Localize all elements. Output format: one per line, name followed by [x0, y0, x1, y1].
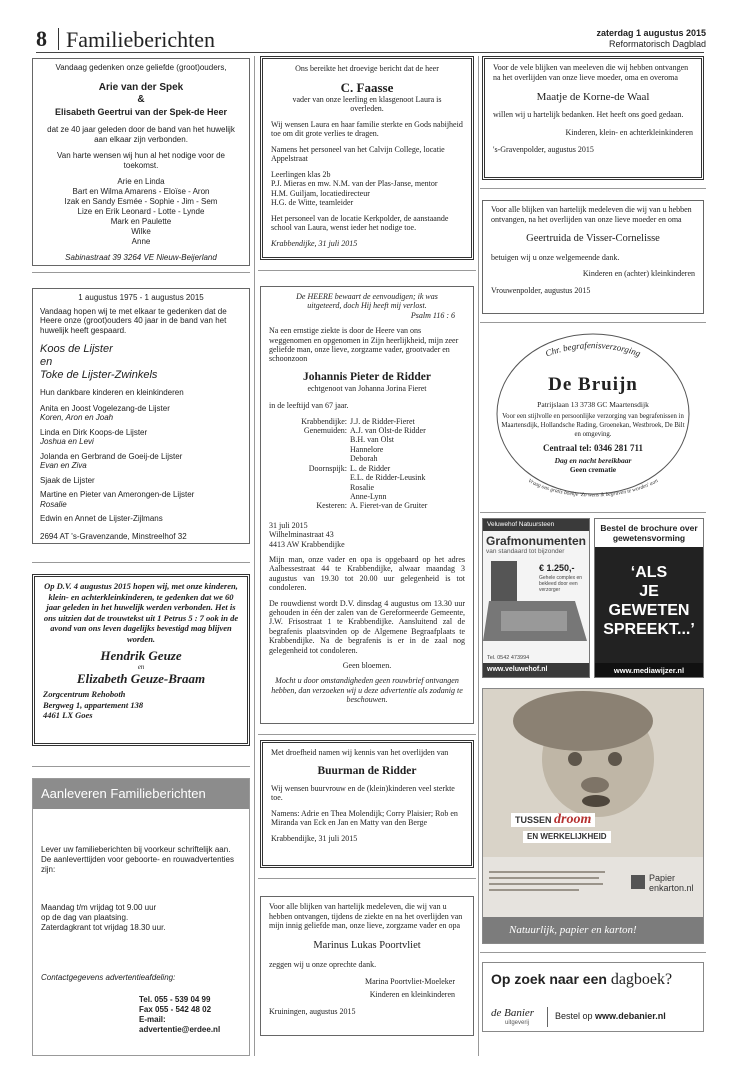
veluwehof-sub: van standaard tot bijzonder: [486, 548, 565, 555]
ad-mediawijzer: [594, 518, 704, 678]
family-line: Izak en Sandy Esmée - Sophie - Jim - Sem: [64, 197, 218, 206]
ad-buurman: [260, 740, 474, 868]
name: Maatje de Korne-de Waal: [536, 91, 650, 103]
papier-sub: EN WERKELIJKHEID: [523, 831, 611, 843]
en: en: [40, 356, 53, 368]
name-2: Toke de Lijster-Zwinkels: [40, 369, 158, 381]
veluwehof-title: Grafmonumenten: [486, 534, 587, 548]
family-names: Jolanda en Gerbrand de Goeij-de Lijster: [40, 451, 183, 461]
spouse: echtgenoot van Johanna Jorina Fieret: [307, 383, 427, 393]
family-names: Anita en Joost Vogelezang-de Lijster: [40, 403, 170, 413]
p1: Voor alle blijken van hartelijk medeleven die wij van u hebben ontvangen, na het overlijden van onze lieve moeder en oma: [491, 205, 692, 224]
banier-order: Bestel op: [555, 1011, 593, 1021]
bruijn-line-2: Geen crematie: [569, 465, 617, 474]
papier-slogan: Natuurlijk, papier en karton!: [483, 917, 704, 943]
addr-line: 4413 AW Krabbendijke: [269, 539, 345, 549]
place: 's-Gravenpolder, augustus 2015: [493, 145, 594, 154]
bruijn-addr: Patrijslaan 13 3738 GC Maartensdijk: [537, 400, 649, 409]
page-number: 8: [36, 26, 47, 51]
family-name: Deborah: [350, 454, 378, 464]
name: C. Faasse: [340, 79, 394, 95]
quote-line: SPREEKT...’: [603, 621, 695, 638]
veluwehof-url: www.veluwehof.nl: [483, 663, 590, 677]
sign-place: Kruiningen, augustus 2015: [269, 1007, 356, 1016]
family-name: A.J. van Olst-de Ridder: [350, 426, 426, 436]
mediawijzer-url: www.mediawijzer.nl: [595, 663, 703, 678]
intro: Met droefheid namen wij kennis van het overlijden van: [271, 748, 449, 757]
family-names: Edwin en Annet de Lijster-Zijlmans: [40, 514, 163, 523]
veluwehof-brand: Veluwehof Natuursteen: [483, 519, 589, 531]
family-name: Hannelore: [350, 444, 384, 454]
name-1: Hendrik Geuze: [100, 648, 182, 663]
verse: De HEERE bewaart de eenvoudigen; ik was uitgeteerd, doch Hij heeft mij verlost.: [296, 292, 438, 311]
family-line: Bart en Wilma Amarens - Eloïse - Aron: [72, 187, 210, 196]
p1: Wij wensen Laura en haar familie sterkte en Gods nabijheid toe om dit grote verlies te dragen.: [271, 119, 463, 138]
p1: Lever uw familieberichten bij voorkeur schriftelijk aan. De aanleverttijden voor geboorte- en rouwadvertenties zijn:: [41, 845, 235, 874]
veluwehof-price: € 1.250,-: [539, 563, 575, 573]
name: Buurman de Ridder: [317, 764, 417, 777]
family-kids: Rosalie: [40, 499, 67, 509]
family-name: B.H. van Olst: [350, 435, 394, 445]
name-1: Koos de Lijster: [40, 343, 113, 355]
p2: Namens: Adrie en Thea Molendijk; Corry Plaisier; Rob en Miranda van Eck en Jan en Matty van den Berge: [271, 808, 458, 827]
contact-label: Contactgegevens advertentieafdeling:: [41, 973, 176, 982]
contact-line: E-mail: advertentie@erdee.nl: [139, 1015, 221, 1034]
sign: Krabbendijke, 31 juli 2015: [271, 238, 358, 248]
intro: Vandaag gedenken onze geliefde (groot)ouders,: [55, 63, 227, 72]
papier-droom: droom: [554, 812, 592, 827]
papier-tussen: TUSSEN: [515, 815, 552, 825]
time-line: Zaterdagkrant tot vrijdag 18.30 uur.: [41, 923, 166, 932]
addr-line: Zorgcentrum Rehoboth: [43, 689, 126, 699]
ad-de-lijster: [32, 288, 250, 544]
p2: Mijn man, onze vader en opa is opgebaard op het adres Aalbessestraat 44 te Krabbendijke, alwaar maandag 3 augustus van 19.30 tot 20.00 uur gelegenheid is tot condoleren.: [269, 554, 465, 593]
family-name: Anne-Lynn: [350, 491, 387, 501]
family-name: L. de Ridder: [350, 463, 391, 473]
time-line: op de dag van plaatsing.: [41, 913, 129, 922]
intro: Vandaag hopen wij te met elkaar te gedenken dat de Heere onze (groot)ouders 40 jaar in de band van het huwelijk heeft gespaard.: [40, 306, 227, 335]
quote-line: GEWETEN: [608, 602, 690, 619]
ad-faasse: [260, 56, 474, 260]
family-line: Anne: [131, 237, 151, 246]
banier-brand: de Banier: [491, 1007, 535, 1019]
aanleveren-title: Aanleveren Familieberichten: [33, 779, 249, 809]
addr-line: Bergweg 1, appartement 138: [43, 699, 144, 710]
address: Sabinastraat 39 3264 VE Nieuw-Beijerland: [65, 253, 217, 262]
p2: Namens het personeel van het Calvijn College, locatie Appelstraat: [271, 144, 445, 163]
ad-de-banier: [482, 962, 704, 1032]
family-line: Arie en Linda: [117, 177, 165, 186]
p2: zeggen wij u onze oprechte dank.: [269, 959, 377, 969]
contact-line: Fax 055 - 542 48 02: [139, 1005, 212, 1014]
dates: 1 augustus 1975 - 1 augustus 2015: [78, 293, 204, 302]
addr-line: Wilhelminastraat 43: [269, 530, 334, 540]
section-title: Familieberichten: [66, 27, 216, 52]
ad-de-ridder: [260, 286, 474, 724]
ad-veluwehof: [482, 518, 590, 678]
addr-line: 31 juli 2015: [269, 520, 308, 530]
ad-de-korne: [482, 56, 704, 180]
bruijn-phone: Centraal tel: 0346 281 711: [543, 443, 643, 453]
p1: Voor de vele blijken van meeleven die wij hebben ontvangen na het overlijden van onze lieve moeder, oma en overoma: [493, 63, 689, 82]
papier-brand-1: Papier: [649, 873, 676, 883]
family-names: Martine en Pieter van Amerongen-de Lijster: [40, 490, 195, 499]
family-kids: Koren, Aron en Joah: [40, 413, 114, 422]
veluwehof-tel: Tel. 0542 473994: [487, 655, 530, 661]
p4: Het personeel van de locatie Kerkpolder, de aanstaande school van Laura, wenst ieder het nodige toe.: [271, 213, 449, 232]
name-1: Arie van der Spek: [98, 82, 184, 93]
papier-logo-icon: [631, 875, 645, 889]
name-2: Elizabeth Geuze-Braam: [76, 671, 206, 686]
family-name: A. Fieret-van de Gruiter: [350, 501, 428, 511]
p3: De rouwdienst wordt D.V. dinsdag 4 augustus om 13.30 uur gehouden in één der zalen van de Gereformeerde Gemeente, J.W. Frisostraat 1 te Krabbendijke. Aansluitend zal de begrafenis plaatsvinden op de Algemene Begraafplaats te Krabbendijke. Na de begrafenis is er in de zaal nog gelegenheid tot condoleren.: [269, 598, 465, 655]
contact-line: Tel. 055 - 539 04 99: [139, 995, 211, 1004]
family-names: Linda en Dirk Koops-de Lijster: [40, 427, 148, 437]
text: Op D.V. 4 augustus 2015 hopen wij, met onze kinderen, klein- en achterkleinkinderen, te gedenken dat we 60 jaar geleden in het huwelijk werden verbonden. Het is ons uitzien dat de trouwtekst uit 1 Petrus 5 : 7 ook in de avond van ons leven dagelijks bevestigd mag blijven worden.: [43, 581, 239, 644]
header-paper: Reformatorisch Dagblad: [608, 39, 706, 49]
verse-ref: Psalm 116 : 6: [410, 310, 455, 320]
quote-line: ‘ALS: [630, 564, 668, 581]
address: 2694 AT 's-Gravenzande, Minstreelhof 32: [40, 531, 187, 541]
p1: Wij wensen buurvrouw en de (klein)kinderen veel sterkte toe.: [271, 783, 455, 802]
papier-fine-print: [489, 869, 609, 897]
p3-line: H.G. de Witte, teamleider: [271, 198, 354, 207]
intro: Ons bereikte het droevige bericht dat de heer: [295, 64, 439, 73]
bruijn-name: De Bruijn: [548, 374, 638, 395]
ad-de-visser: [482, 200, 704, 314]
banier-head-2: dagboek?: [610, 971, 673, 988]
aanleveren-box: [32, 778, 250, 1056]
age: in de leeftijd van 67 jaar.: [269, 401, 349, 411]
family-kids: Joshua en Levi: [40, 437, 94, 446]
place: Vrouwenpolder, augustus 2015: [491, 286, 591, 295]
p3-line: P.J. Mieras en mw. N.M. van der Plas-Janse, mentor: [271, 179, 438, 188]
family-name: Rosalie: [350, 482, 374, 492]
time-line: Maandag t/m vrijdag tot 9.00 uur: [41, 903, 157, 912]
thanks: Hun dankbare kinderen en kleinkinderen: [40, 388, 184, 397]
family-kids: Evan en Ziva: [40, 461, 87, 470]
p1: Na een ernstige ziekte is door de Heere van ons weggenomen en opgenomen in Zijn heerlijkheid, mijn zeer geliefde man, onze lieve, zorgzame vader, grootvader en schoonzoon: [269, 326, 459, 364]
bruijn-arc-top: Chr. begrafenisverzorging: [544, 340, 642, 359]
sign: Krabbendijke, 31 juli 2015: [271, 833, 358, 843]
sub: vader van onze leerling en klasgenoot Laura is overleden.: [292, 94, 442, 113]
family-names: Sjaak de Lijster: [40, 475, 95, 485]
p1: Voor alle blijken van hartelijk medeleven, die wij van u hebben ontvangen, tijdens de ziekte en na het overlijden van mijn innig geliefde man, onze lieve, zorgzame vader en opa: [269, 902, 463, 930]
family-line: Wilke: [131, 227, 151, 236]
place: Kesteren:: [316, 501, 347, 511]
p3-line: Leerlingen klas 2b: [271, 169, 331, 179]
mediawijzer-top: Bestel de brochure over gewetensvorming: [600, 523, 698, 543]
bruijn-desc: Voor een stijlvolle en persoonlijke verzorging van begrafenissen in Maartensdijk, Hollandsche Rading, Groenekan, Westbroek, De Bilt en omgeving.: [501, 413, 685, 438]
name: Johannis Pieter de Ridder: [303, 370, 431, 383]
banier-url[interactable]: www.debanier.nl: [595, 1011, 666, 1021]
bruijn-line-1: Dag en nacht bereikbaar: [554, 456, 632, 465]
sign-2: Kinderen en kleinkinderen: [369, 989, 455, 999]
name: Geertruida de Visser-Cornelisse: [526, 233, 660, 244]
place: Genemuiden:: [303, 426, 347, 436]
place: Doornspijk:: [308, 463, 347, 473]
papier-brand-2: enkarton.nl: [649, 883, 694, 893]
addr-line: 4461 LX Goes: [43, 710, 93, 720]
text: dat ze 40 jaar geleden door de band van het huwelijk aan elkaar zijn verbonden.: [47, 125, 235, 144]
ad-van-der-spek: [32, 58, 250, 266]
ad-poortvliet: [260, 896, 474, 1036]
flowers: Geen bloemen.: [342, 661, 392, 670]
bruijn-arc-bottom: Vraag ons gratis boekje 'Zo wens ik begraven te worden' aan: [526, 478, 660, 499]
closing: Mocht u door omstandigheden geen rouwbrief ontvangen hebben, dan verzoeken wij u deze advertentie als zodanig te beschouwen.: [271, 676, 463, 705]
ad-papier-en-karton: [482, 688, 704, 944]
p2: betuigen wij u onze welgemeende dank.: [491, 253, 620, 262]
amp: &: [137, 94, 145, 105]
family-name: E.L. de Ridder-Leusink: [350, 473, 426, 483]
quote-line: JE: [639, 583, 659, 600]
family-name: J.J. de Ridder-Fieret: [350, 416, 415, 426]
veluwehof-note: Gehele complex en bekleed door een verzorger: [539, 575, 583, 593]
sign: Kinderen en (achter) kleinkinderen: [582, 268, 695, 278]
en: en: [137, 663, 145, 671]
family-line: Mark en Paulette: [110, 217, 172, 226]
family-line: Lize en Erik Leonard - Lotte - Lynde: [77, 207, 205, 216]
p2: willen wij u hartelijk bedanken. Het heeft ons goed gedaan.: [493, 110, 684, 119]
name-2: Elisabeth Geertrui van der Spek-de Heer: [54, 107, 228, 117]
sign: Kinderen, klein- en achterkleinkinderen: [565, 127, 693, 137]
banier-head-1: Op zoek naar een: [491, 971, 607, 987]
wish: Van harte wensen wij hun al het nodige voor de toekomst.: [57, 151, 225, 170]
p3-line: H.M. Guiljam, locatiedirecteur: [271, 188, 370, 198]
ad-de-bruijn: [482, 330, 704, 508]
sign-1: Marina Poortvliet-Moeleker: [365, 977, 455, 986]
place: Krabbendijke:: [301, 416, 347, 426]
banier-brand-sub: uitgeverij: [505, 1020, 530, 1026]
header-date: zaterdag 1 augustus 2015: [596, 28, 706, 38]
ad-geuze: [32, 574, 250, 746]
name: Marinus Lukas Poortvliet: [313, 939, 421, 951]
